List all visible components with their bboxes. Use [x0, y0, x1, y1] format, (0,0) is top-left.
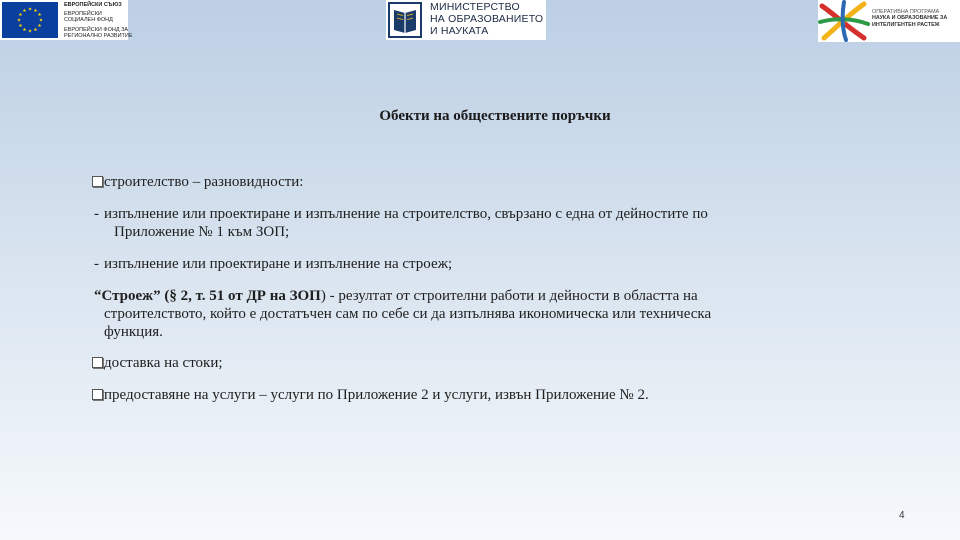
bullet-goods	[92, 354, 223, 372]
slide-title: Обекти на обществените поръчки	[379, 108, 611, 124]
dash-item-construction	[94, 205, 708, 241]
eu-logo-line: РЕГИОНАЛНО РАЗВИТИЕ	[64, 32, 133, 39]
eu-logo-line: СОЦИАЛЕН ФОНД	[64, 17, 113, 24]
definition-reference: § 2, т. 51 от ДР на ЗОП	[169, 288, 321, 304]
quote-close: ” (	[153, 288, 170, 304]
program-logo-text	[872, 9, 958, 28]
program-line: ОПЕРАТИВНА ПРОГРАМА	[872, 9, 940, 15]
ministry-logo	[386, 0, 546, 40]
dash-item-line: изпълнение или проектиране и изпълнение на строителство, свързано с една от дейностите по	[104, 206, 708, 222]
bullet-services	[92, 386, 649, 404]
book-emblem-icon	[388, 2, 422, 38]
ministry-line: МИНИСТЕРСТВО	[430, 1, 520, 13]
eu-logo-line: ЕВРОПЕЙСКИ ФОНД ЗА	[64, 26, 129, 33]
program-line: НАУКА И ОБРАЗОВАНИЕ ЗА	[872, 15, 948, 22]
definition-line: строителството, който е достатъчен сам по себе си да изпълнява икономическа или техническа	[104, 306, 712, 322]
quote-open: “	[94, 288, 102, 304]
eu-logo-text	[64, 2, 133, 39]
eu-flag-icon	[2, 2, 58, 38]
definition-line: функция.	[104, 324, 163, 340]
ministry-line: НА ОБРАЗОВАНИЕТО	[430, 13, 544, 25]
definition-building	[94, 287, 711, 341]
bullet-text: предоставяне на услуги – услуги по Приложение 2 и услуги, извън Приложение № 2.	[104, 387, 649, 403]
bullet-text: доставка на стоки;	[104, 355, 223, 371]
ministry-logo-text	[430, 1, 543, 37]
program-line: ИНТЕЛИГЕНТЕН РАСТЕЖ	[872, 21, 940, 28]
dash-bullet: -	[94, 256, 99, 272]
program-cross-icon	[818, 0, 870, 42]
bullet-construction	[92, 173, 303, 191]
dash-item-line: изпълнение или проектиране и изпълнение на строеж;	[104, 256, 453, 272]
page-number: 4	[899, 510, 905, 521]
definition-text: ) - резултат от строителни работи и дейности в областта на	[320, 288, 698, 304]
eu-logo-line: ЕВРОПЕЙСКИ СЪЮЗ	[64, 2, 122, 8]
dash-bullet: -	[94, 206, 99, 222]
ministry-line: И НАУКАТА	[430, 25, 489, 37]
eu-logo-line: ЕВРОПЕЙСКИ	[64, 11, 102, 18]
checkbox-bullet-icon	[92, 389, 103, 400]
definition-line	[94, 288, 698, 304]
checkbox-bullet-icon	[92, 357, 103, 368]
definition-term: Строеж	[101, 288, 154, 304]
dash-item-building	[94, 255, 452, 273]
program-logo	[818, 0, 960, 42]
checkbox-bullet-icon	[92, 176, 103, 187]
bullet-text: строителство – разновидности:	[104, 174, 304, 190]
eu-logo	[0, 0, 133, 40]
dash-item-line: Приложение № 1 към ЗОП;	[114, 224, 290, 240]
